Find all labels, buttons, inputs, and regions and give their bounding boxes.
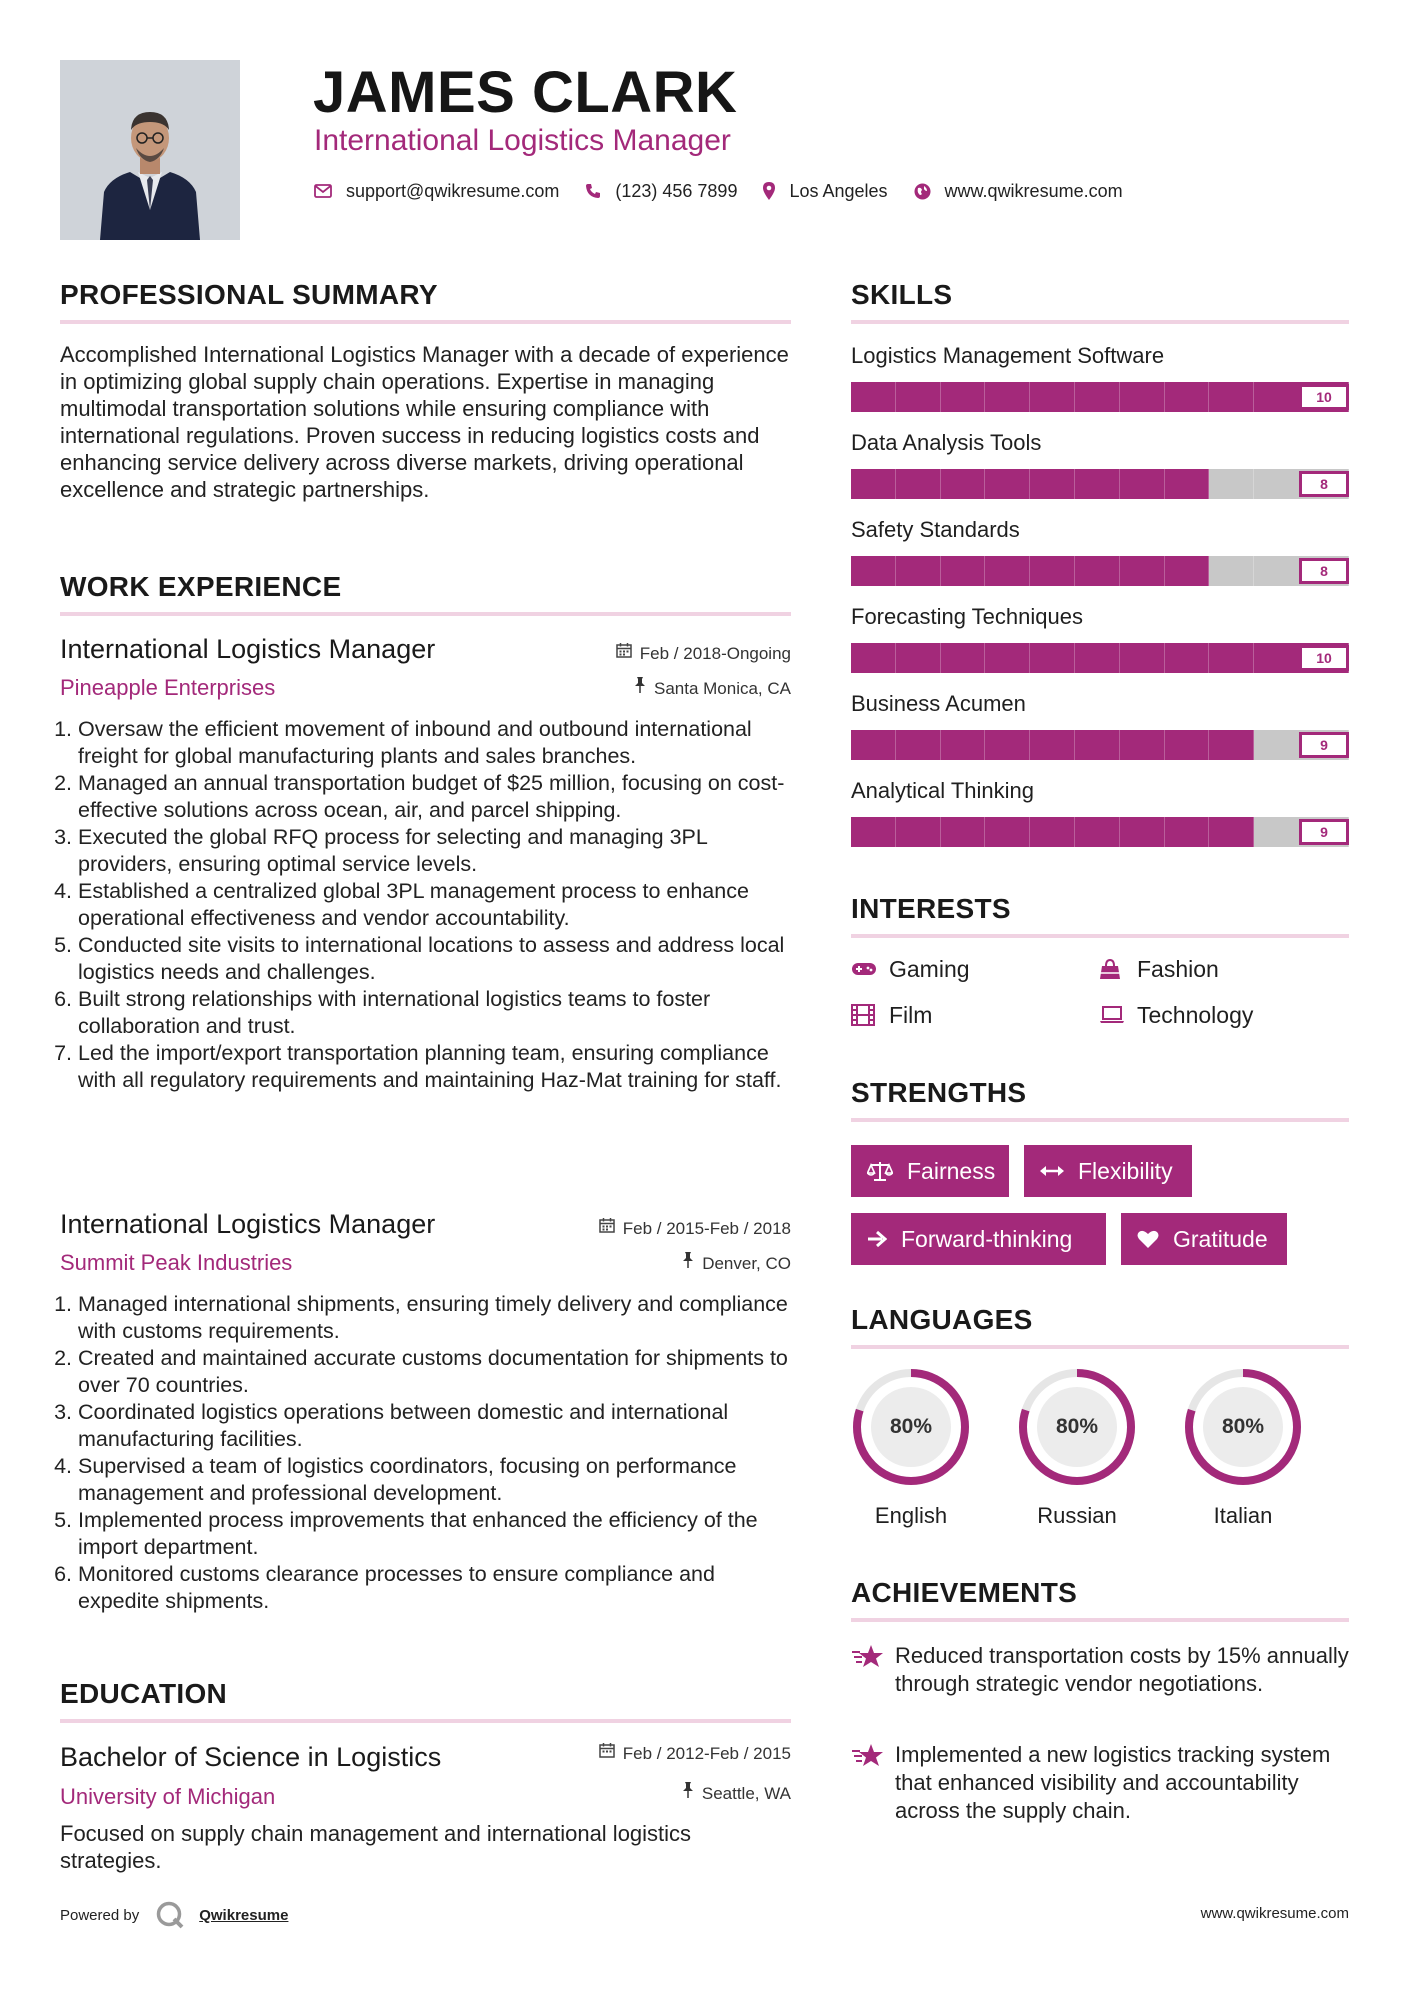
skill-rating-segment xyxy=(1120,817,1165,847)
footer-url[interactable]: www.qwikresume.com xyxy=(1200,1905,1349,1922)
strengths-divider xyxy=(851,1118,1349,1122)
achievements-heading: ACHIEVEMENTS xyxy=(851,1577,1078,1608)
skill-rating-segment xyxy=(1165,643,1210,673)
skills-divider xyxy=(851,320,1349,324)
skill-rating-segment xyxy=(1165,730,1210,760)
skill-rating-segment xyxy=(1030,817,1075,847)
skill-rating-segment xyxy=(896,817,941,847)
skill-rating-segment xyxy=(1165,382,1210,412)
skill-rating-segment xyxy=(851,643,896,673)
skill-rating-segment xyxy=(1165,469,1210,499)
interest-item-film xyxy=(851,1001,932,1029)
skill-rating-segment xyxy=(1075,469,1120,499)
list-item: 2. Managed an annual transportation budget of $25 million, focusing on cost-effective solutions across ocean, air, and parcel shipping. xyxy=(78,770,800,824)
strengths-heading: STRENGTHS xyxy=(851,1077,1027,1108)
powered-by-label: Powered by xyxy=(60,1906,140,1924)
strength-badge-forward-thinking xyxy=(851,1213,1106,1265)
skill-rating-segment xyxy=(985,730,1030,760)
contact-website[interactable]: www.qwikresume.com xyxy=(944,180,1123,201)
skill-rating-segment xyxy=(1165,817,1210,847)
skill-rating-segment xyxy=(851,817,896,847)
skill-rating-bar xyxy=(851,730,1349,760)
skill-name: Logistics Management Software xyxy=(851,343,1165,368)
interest-item-fashion xyxy=(1099,955,1219,983)
list-item: 3. Coordinated logistics operations between domestic and international manufacturing facilities. xyxy=(78,1399,800,1453)
company-name: Summit Peak Industries xyxy=(60,1250,293,1275)
language-item xyxy=(851,1367,971,1528)
education-dates-text: Feb / 2012-Feb / 2015 xyxy=(622,1743,791,1763)
skill-score-badge: 8 xyxy=(1299,471,1349,497)
job-bullets xyxy=(60,716,800,1094)
skill-rating-segment xyxy=(941,469,986,499)
experience-heading: WORK EXPERIENCE xyxy=(60,571,342,602)
skill-score-badge: 10 xyxy=(1299,384,1349,410)
candidate-name: JAMES CLARK xyxy=(313,60,738,125)
list-item: 5. Implemented process improvements that enhanced the efficiency of the import department. xyxy=(78,1507,800,1561)
achievement-text: Implemented a new logistics tracking system that enhanced visibility and accountability across the supply chain. xyxy=(895,1742,1331,1823)
education-divider xyxy=(60,1719,791,1723)
skills-heading: SKILLS xyxy=(851,279,953,310)
interest-label: Fashion xyxy=(1137,956,1219,982)
language-percent: 80% xyxy=(1055,1415,1099,1438)
skill-rating-segment xyxy=(1120,556,1165,586)
skill-rating-segment xyxy=(985,469,1030,499)
pushpin-icon xyxy=(682,1782,694,1805)
skill-score-badge: 9 xyxy=(1299,819,1349,845)
skill-rating-segment xyxy=(941,643,986,673)
achievement-item xyxy=(851,1642,1349,1698)
languages-heading: LANGUAGES xyxy=(851,1304,1033,1335)
language-percent: 80% xyxy=(1221,1415,1265,1438)
education-location xyxy=(682,1782,791,1805)
profile-photo xyxy=(60,60,240,240)
school-name: University of Michigan xyxy=(60,1784,276,1809)
education-heading: EDUCATION xyxy=(60,1678,228,1709)
skill-rating-segment xyxy=(941,556,986,586)
skill-rating-segment xyxy=(1209,817,1254,847)
skill-rating-segment xyxy=(1075,643,1120,673)
skill-rating-segment xyxy=(1209,556,1254,586)
list-item: 1. Managed international shipments, ensuring timely delivery and compliance with customs requirements. xyxy=(78,1291,800,1345)
film-icon xyxy=(851,1004,889,1026)
achievement-text: Reduced transportation costs by 15% annually through strategic vendor negotiations. xyxy=(895,1643,1349,1696)
job-location-text: Santa Monica, CA xyxy=(653,678,791,698)
skill-rating-bar xyxy=(851,469,1349,499)
interests-divider xyxy=(851,934,1349,938)
language-item xyxy=(1183,1367,1303,1528)
degree-title: Bachelor of Science in Logistics xyxy=(60,1742,442,1772)
skill-rating-segment xyxy=(1030,382,1075,412)
skill-rating-segment xyxy=(1209,643,1254,673)
skill-rating-segment xyxy=(985,556,1030,586)
contact-location: Los Angeles xyxy=(789,180,888,201)
list-item: 2. Created and maintained accurate customs documentation for shipments to over 70 countries. xyxy=(78,1345,800,1399)
contact-row xyxy=(314,178,1149,204)
strength-badge-gratitude xyxy=(1121,1213,1287,1265)
languages-divider xyxy=(851,1345,1349,1349)
skill-rating-segment xyxy=(985,382,1030,412)
skill-rating-segment xyxy=(1120,469,1165,499)
skill-rating-segment xyxy=(896,643,941,673)
summary-text: Accomplished International Logistics Manager with a decade of experience in optimizing global supply chain operations. Expertise in managing multimodal transportation solutions while ensuring compliance with international regulations. Proven success in reducing logistics costs and enhancing service delivery across diverse markets, driving operational excellence and strategic partnerships. xyxy=(60,342,789,502)
education-dates xyxy=(599,1742,791,1765)
interest-item-technology xyxy=(1099,1001,1253,1029)
skill-rating-segment xyxy=(1075,556,1120,586)
skill-rating-segment xyxy=(1030,556,1075,586)
contact-email[interactable]: support@qwikresume.com xyxy=(346,180,560,201)
calendar-icon xyxy=(616,642,632,665)
list-item: 5. Conducted site visits to international locations to assess and address local logistics needs and challenges. xyxy=(78,932,800,986)
skill-rating-segment xyxy=(1075,817,1120,847)
skill-name: Business Acumen xyxy=(851,691,1026,716)
skill-rating-segment xyxy=(851,730,896,760)
skill-rating-segment xyxy=(1209,730,1254,760)
skill-rating-segment xyxy=(1209,469,1254,499)
pushpin-icon xyxy=(634,677,646,700)
strength-badge-flexibility xyxy=(1024,1145,1192,1197)
list-item: 6. Built strong relationships with international logistics teams to foster collaboration and trust. xyxy=(78,986,800,1040)
skill-score-badge: 10 xyxy=(1299,645,1349,671)
skill-score-badge: 9 xyxy=(1299,732,1349,758)
job-location xyxy=(682,1252,791,1275)
skill-rating-segment xyxy=(941,817,986,847)
interest-item-gaming xyxy=(851,955,970,983)
star-icon xyxy=(851,1642,895,1698)
skill-rating-segment xyxy=(851,382,896,412)
skill-rating-bar xyxy=(851,643,1349,673)
job-dates-text: Feb / 2015-Feb / 2018 xyxy=(622,1218,791,1238)
skill-rating-segment xyxy=(1030,469,1075,499)
strength-badge-fairness xyxy=(851,1145,1009,1197)
list-item: 4. Supervised a team of logistics coordinators, focusing on performance management and professional development. xyxy=(78,1453,800,1507)
strength-label: Fairness xyxy=(907,1157,996,1184)
job-title: International Logistics Manager xyxy=(60,1209,436,1239)
skill-rating-segment xyxy=(1120,730,1165,760)
skill-rating-bar xyxy=(851,382,1349,412)
qwikresume-logo-icon xyxy=(155,1900,185,1930)
interest-label: Technology xyxy=(1137,1002,1254,1028)
job-title: International Logistics Manager xyxy=(60,634,436,664)
skill-rating-segment xyxy=(1120,643,1165,673)
skill-score-badge: 8 xyxy=(1299,558,1349,584)
language-percent: 80% xyxy=(889,1415,933,1438)
shopping-bag-icon xyxy=(1099,958,1137,980)
skill-rating-segment xyxy=(851,556,896,586)
laptop-icon xyxy=(1099,1006,1137,1024)
calendar-icon xyxy=(599,1742,615,1765)
interests-heading: INTERESTS xyxy=(851,893,1011,924)
calendar-icon xyxy=(599,1217,615,1240)
language-item xyxy=(1017,1367,1137,1528)
skill-rating-segment xyxy=(896,556,941,586)
skill-name: Safety Standards xyxy=(851,517,1020,542)
balance-scale-icon xyxy=(867,1160,893,1182)
summary-divider xyxy=(60,320,791,324)
skill-rating-segment xyxy=(1075,382,1120,412)
skill-name: Analytical Thinking xyxy=(851,778,1035,803)
skill-rating-segment xyxy=(1030,643,1075,673)
skill-rating-segment xyxy=(941,730,986,760)
achievements-divider xyxy=(851,1618,1349,1622)
map-marker-icon xyxy=(763,182,775,200)
skill-rating-segment xyxy=(896,469,941,499)
skill-name: Data Analysis Tools xyxy=(851,430,1042,455)
company-name: Pineapple Enterprises xyxy=(60,675,276,700)
skill-name: Forecasting Techniques xyxy=(851,604,1083,629)
candidate-title: International Logistics Manager xyxy=(314,124,731,157)
skill-rating-segment xyxy=(896,730,941,760)
skill-rating-segment xyxy=(985,643,1030,673)
list-item: 4. Established a centralized global 3PL management process to enhance operational effectiveness and vendor accountability. xyxy=(78,878,800,932)
gamepad-icon xyxy=(851,961,889,977)
strength-label: Flexibility xyxy=(1078,1157,1173,1184)
language-name: Russian xyxy=(1037,1503,1117,1528)
strength-label: Forward-thinking xyxy=(901,1225,1073,1252)
arrow-right-icon xyxy=(867,1230,887,1248)
achievement-item xyxy=(851,1741,1349,1825)
skill-rating-segment xyxy=(985,817,1030,847)
star-icon xyxy=(851,1741,895,1825)
pushpin-icon xyxy=(682,1252,694,1275)
job-dates xyxy=(599,1217,791,1240)
skill-rating-segment xyxy=(896,382,941,412)
skill-rating-segment xyxy=(1120,382,1165,412)
list-item: 1. Oversaw the efficient movement of inbound and outbound international freight for global manufacturing plants and sales branches. xyxy=(78,716,800,770)
skill-rating-segment xyxy=(1165,556,1210,586)
globe-icon xyxy=(914,183,931,200)
arrows-horizontal-icon xyxy=(1040,1164,1064,1178)
skill-rating-bar xyxy=(851,817,1349,847)
heart-icon xyxy=(1137,1229,1159,1249)
skill-rating-bar xyxy=(851,556,1349,586)
job-dates xyxy=(616,642,791,665)
education-location-text: Seattle, WA xyxy=(701,1783,791,1803)
skill-rating-segment xyxy=(1075,730,1120,760)
contact-phone: (123) 456 7899 xyxy=(615,180,738,201)
interest-label: Gaming xyxy=(889,956,970,982)
skill-rating-segment xyxy=(1209,382,1254,412)
list-item: 7. Led the import/export transportation planning team, ensuring compliance with all regulatory requirements and maintaining Haz-Mat training for staff. xyxy=(78,1040,800,1094)
list-item: 3. Executed the global RFQ process for selecting and managing 3PL providers, ensuring optimal service levels. xyxy=(78,824,800,878)
interest-label: Film xyxy=(889,1002,933,1028)
qwikresume-link[interactable]: Qwikresume xyxy=(199,1906,289,1924)
job-dates-text: Feb / 2018-Ongoing xyxy=(639,643,791,663)
strength-label: Gratitude xyxy=(1173,1225,1268,1252)
job-bullets xyxy=(60,1291,800,1615)
envelope-icon xyxy=(314,184,332,198)
job-location xyxy=(634,677,791,700)
job-location-text: Denver, CO xyxy=(702,1253,791,1273)
skill-rating-segment xyxy=(941,382,986,412)
language-name: Italian xyxy=(1213,1503,1273,1528)
education-description: Focused on supply chain management and international logistics strategies. xyxy=(60,1821,692,1873)
summary-heading: PROFESSIONAL SUMMARY xyxy=(60,279,438,310)
skill-rating-segment xyxy=(851,469,896,499)
powered-by xyxy=(60,1900,288,1930)
experience-divider xyxy=(60,612,791,616)
phone-icon xyxy=(585,183,601,199)
skill-rating-segment xyxy=(1030,730,1075,760)
list-item: 6. Monitored customs clearance processes to ensure compliance and expedite shipments. xyxy=(78,1561,800,1615)
language-name: English xyxy=(874,1503,948,1528)
